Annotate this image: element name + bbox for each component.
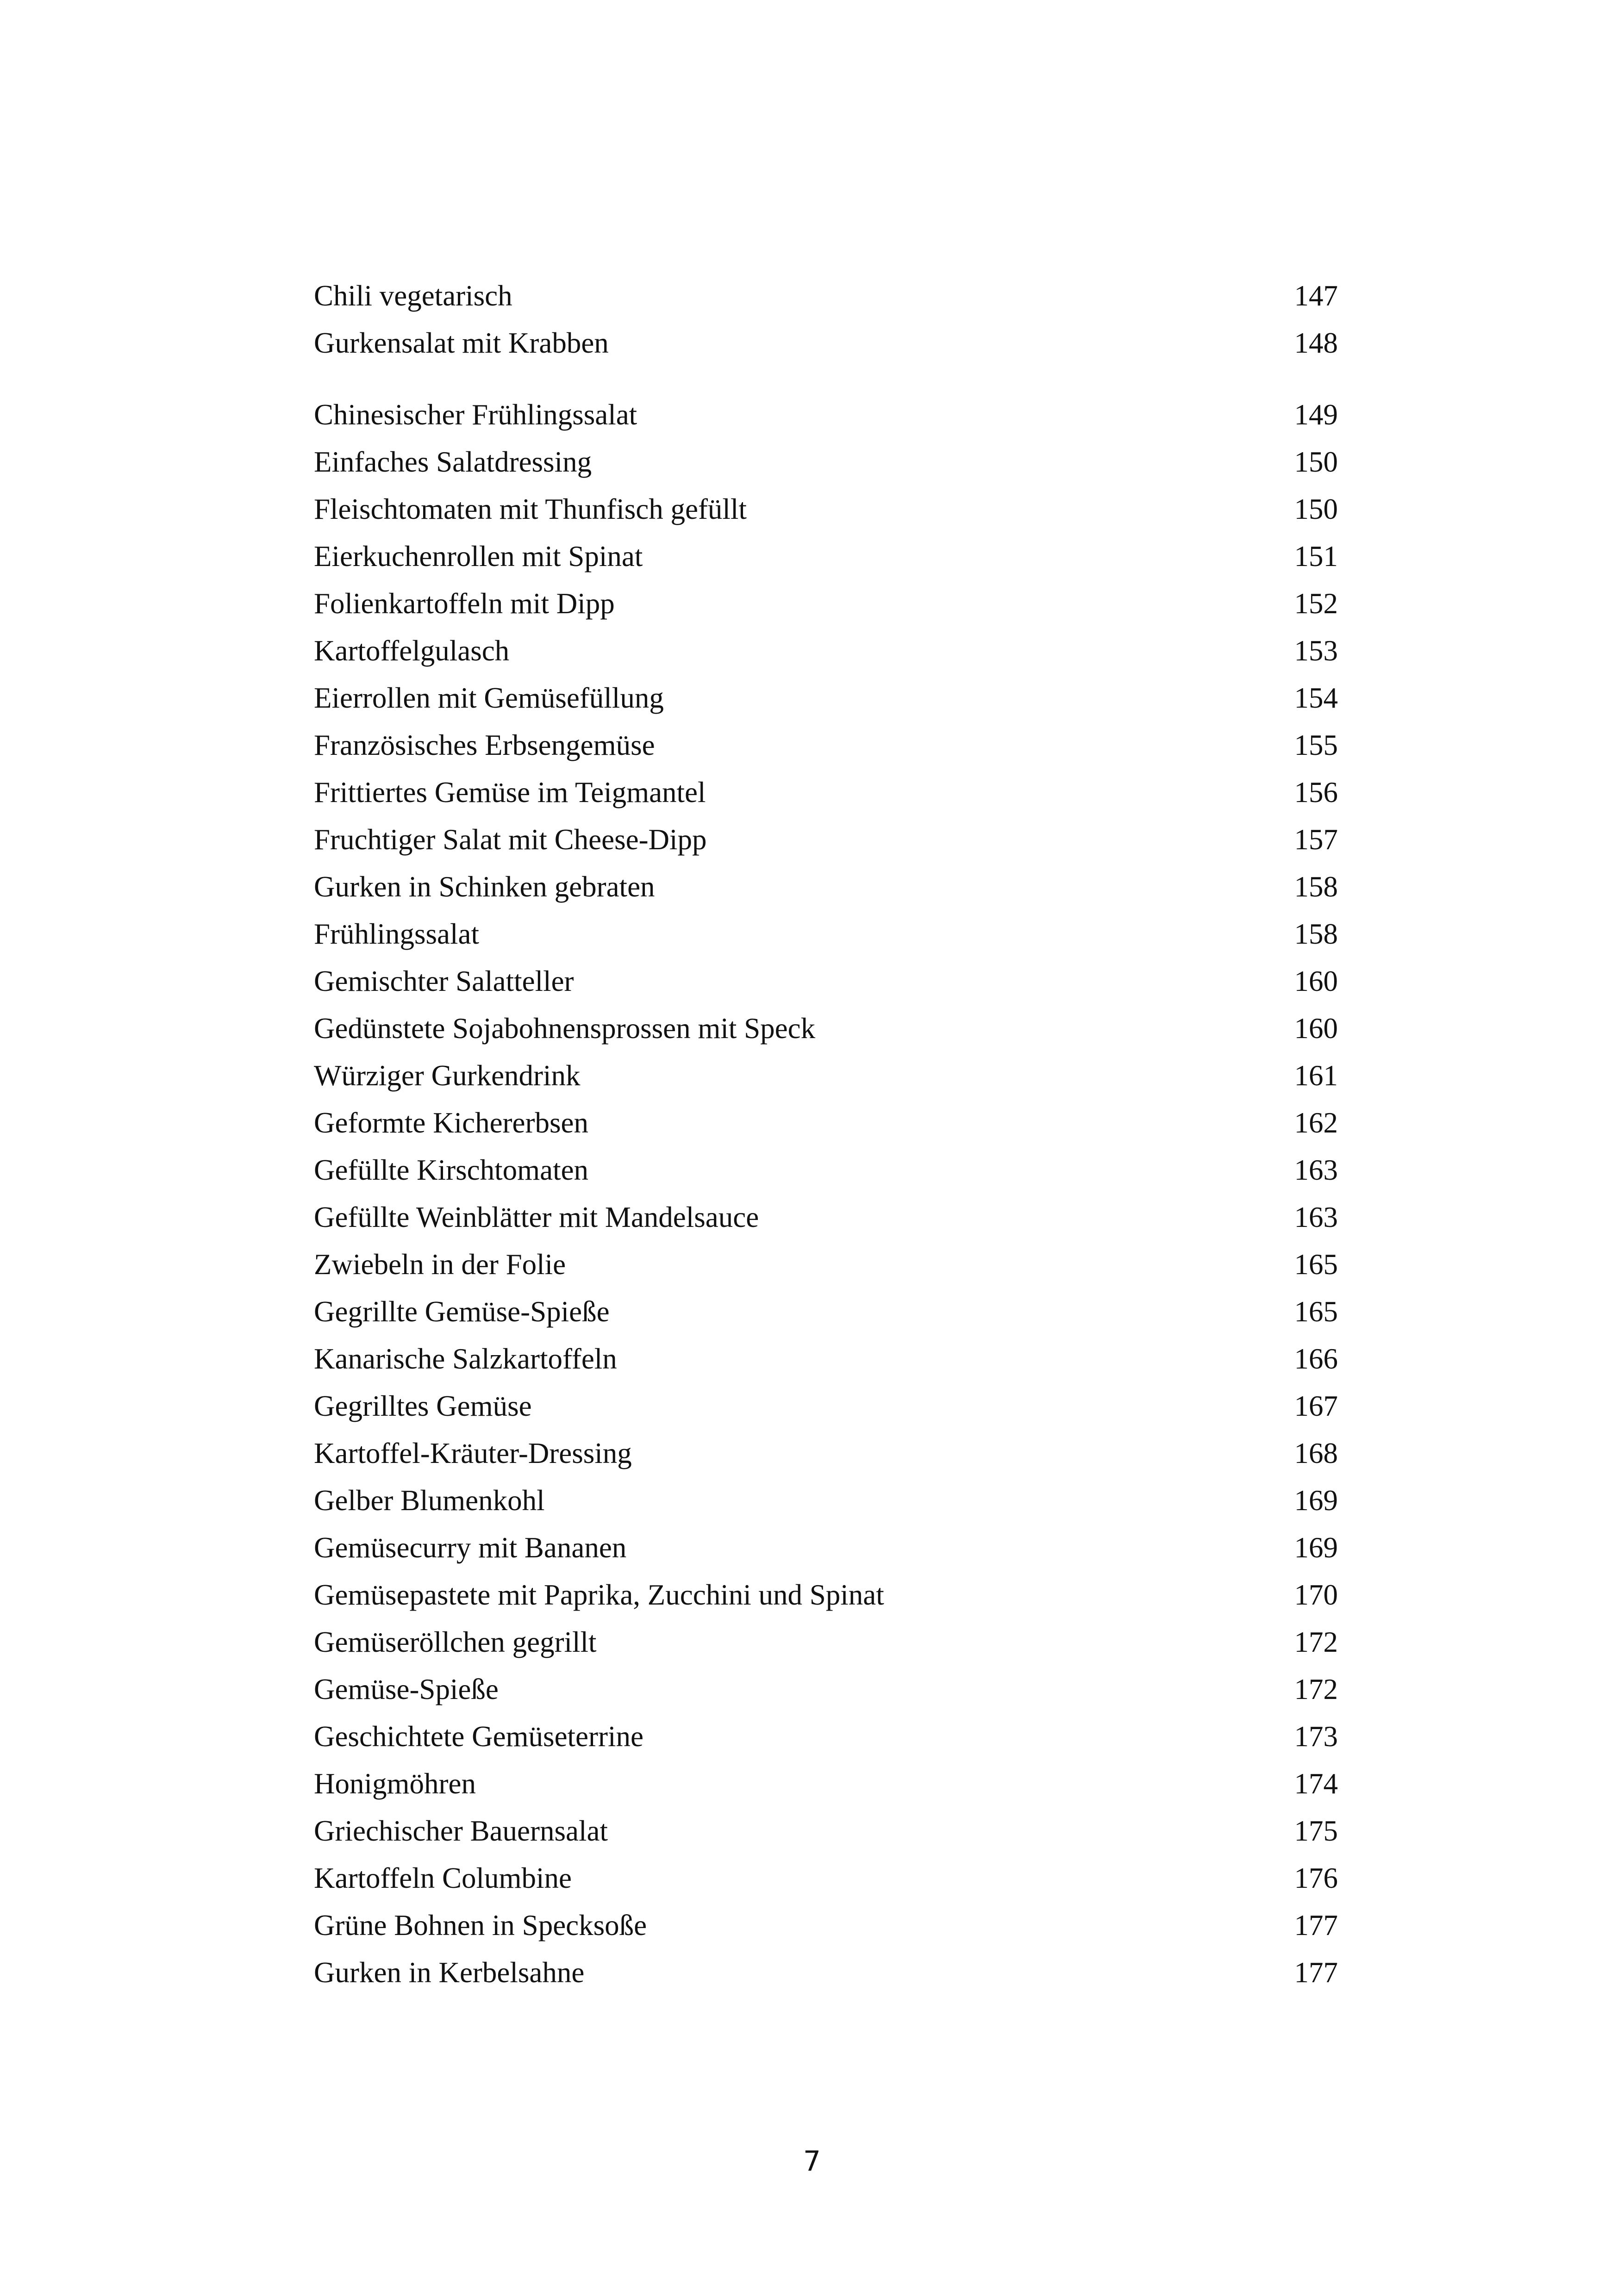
toc-entry-title: Folienkartoffeln mit Dipp	[314, 587, 615, 620]
toc-entry-page: 153	[1294, 635, 1338, 667]
toc-entry-title: Gemüsecurry mit Bananen	[314, 1531, 627, 1564]
toc-entry-page: 165	[1294, 1248, 1338, 1281]
toc-entry	[314, 1099, 1338, 1146]
toc-entry	[314, 816, 1338, 863]
toc-entry	[314, 1902, 1338, 1949]
toc-entry-title: Würziger Gurkendrink	[314, 1059, 581, 1092]
toc-entry-page: 162	[1294, 1107, 1338, 1139]
toc-entry-page: 173	[1294, 1720, 1338, 1753]
toc-entry-title: Gegrillte Gemüse-Spieße	[314, 1295, 610, 1328]
toc-entry-title: Griechischer Bauernsalat	[314, 1815, 608, 1847]
toc-entry-title: Chinesischer Frühlingssalat	[314, 398, 637, 431]
page-number: 7	[803, 2145, 821, 2178]
toc-entry	[314, 485, 1338, 533]
toc-entry-title: Einfaches Salatdressing	[314, 446, 592, 478]
toc-entry	[314, 391, 1338, 438]
toc-entry-page: 150	[1294, 493, 1338, 525]
toc-entry-title: Gegrilltes Gemüse	[314, 1390, 532, 1422]
toc-entry	[314, 1524, 1338, 1571]
toc-entry	[314, 1335, 1338, 1382]
toc-entry-page: 165	[1294, 1295, 1338, 1328]
toc-entry-page: 149	[1294, 398, 1338, 431]
toc-entry	[314, 627, 1338, 674]
toc-entry	[314, 272, 1338, 319]
toc-entry-title: Honigmöhren	[314, 1767, 476, 1800]
toc-entry-title: Gefüllte Kirschtomaten	[314, 1154, 589, 1186]
toc-entry-title: Fruchtiger Salat mit Cheese-Dipp	[314, 823, 707, 856]
toc-entry	[314, 438, 1338, 485]
toc-entry	[314, 1949, 1338, 1996]
toc-entry-title: Kanarische Salzkartoffeln	[314, 1343, 617, 1375]
toc-entry	[314, 1288, 1338, 1335]
toc-entry-page: 176	[1294, 1862, 1338, 1894]
toc-entry	[314, 580, 1338, 627]
toc-entry-page: 177	[1294, 1956, 1338, 1989]
toc-entry-page: 169	[1294, 1531, 1338, 1564]
toc-entry-page: 174	[1294, 1767, 1338, 1800]
toc-entry-page: 160	[1294, 1012, 1338, 1045]
toc-entry-title: Gemüse-Spieße	[314, 1673, 499, 1705]
toc-entry-page: 156	[1294, 776, 1338, 809]
toc-entry	[314, 1005, 1338, 1052]
toc-entry-title: Gemüsepastete mit Paprika, Zucchini und Spinat	[314, 1579, 884, 1611]
toc-entry-title: Gefüllte Weinblätter mit Mandelsauce	[314, 1201, 759, 1233]
toc-entry	[314, 863, 1338, 910]
toc-entry	[314, 533, 1338, 580]
toc-entry-title: Grüne Bohnen in Specksoße	[314, 1909, 647, 1941]
toc-entry-page: 157	[1294, 823, 1338, 856]
toc-entry	[314, 1430, 1338, 1477]
toc-entry	[314, 1571, 1338, 1618]
toc-entry-page: 152	[1294, 587, 1338, 620]
toc-entry	[314, 1146, 1338, 1194]
toc-entry-title: Chili vegetarisch	[314, 280, 512, 312]
toc-entry-title: Eierrollen mit Gemüsefüllung	[314, 682, 664, 714]
toc-entry	[314, 674, 1338, 722]
toc-entry	[314, 1194, 1338, 1241]
toc-entry-page: 148	[1294, 327, 1338, 359]
toc-entry-page: 154	[1294, 682, 1338, 714]
toc-entry-page: 158	[1294, 871, 1338, 903]
toc-entry-page: 167	[1294, 1390, 1338, 1422]
toc-entry-page: 170	[1294, 1579, 1338, 1611]
toc-entry-title: Zwiebeln in der Folie	[314, 1248, 566, 1281]
toc-entry	[314, 1666, 1338, 1713]
toc-entry-title: Gedünstete Sojabohnensprossen mit Speck	[314, 1012, 816, 1045]
toc-entry	[314, 1713, 1338, 1760]
toc-entry	[314, 1052, 1338, 1099]
toc-entry-page: 151	[1294, 540, 1338, 572]
toc-entry-title: Kartoffeln Columbine	[314, 1862, 572, 1894]
toc-entry	[314, 1760, 1338, 1807]
toc-entry-page: 168	[1294, 1437, 1338, 1469]
toc-entry-page: 175	[1294, 1815, 1338, 1847]
toc-entry	[314, 319, 1338, 367]
toc-entry-page: 150	[1294, 446, 1338, 478]
toc-entry-title: Kartoffel-Kräuter-Dressing	[314, 1437, 632, 1469]
toc-entry-page: 161	[1294, 1059, 1338, 1092]
toc-entry-title: Gurkensalat mit Krabben	[314, 327, 609, 359]
toc-entry	[314, 1618, 1338, 1666]
toc-entry-page: 163	[1294, 1154, 1338, 1186]
toc-entry	[314, 958, 1338, 1005]
toc-entry-page: 172	[1294, 1626, 1338, 1658]
toc-entry-title: Geformte Kichererbsen	[314, 1107, 588, 1139]
toc-entry-title: Fleischtomaten mit Thunfisch gefüllt	[314, 493, 747, 525]
toc-entry-title: Geschichtete Gemüseterrine	[314, 1720, 643, 1753]
toc-entry-page: 147	[1294, 280, 1338, 312]
toc-entry-title: Eierkuchenrollen mit Spinat	[314, 540, 643, 572]
toc-entry-title: Gurken in Schinken gebraten	[314, 871, 655, 903]
toc-entry-page: 155	[1294, 729, 1338, 761]
toc-entry	[314, 1477, 1338, 1524]
toc-entry-page: 172	[1294, 1673, 1338, 1705]
toc-entry-page: 169	[1294, 1484, 1338, 1517]
toc-entry-page: 158	[1294, 918, 1338, 950]
toc-entry-page: 160	[1294, 965, 1338, 997]
toc-entry-title: Französisches Erbsengemüse	[314, 729, 655, 761]
toc-entry	[314, 769, 1338, 816]
table-of-contents	[314, 272, 1338, 1996]
toc-entry-title: Frittiertes Gemüse im Teigmantel	[314, 776, 706, 809]
toc-entry	[314, 1241, 1338, 1288]
toc-entry-title: Kartoffelgulasch	[314, 635, 510, 667]
toc-entry-page: 166	[1294, 1343, 1338, 1375]
toc-entry	[314, 910, 1338, 958]
toc-entry	[314, 1854, 1338, 1902]
toc-entry	[314, 722, 1338, 769]
toc-entry-title: Gelber Blumenkohl	[314, 1484, 545, 1517]
toc-entry	[314, 1382, 1338, 1430]
toc-entry	[314, 1807, 1338, 1854]
toc-entry-title: Frühlingssalat	[314, 918, 479, 950]
toc-entry-title: Gemüseröllchen gegrillt	[314, 1626, 597, 1658]
toc-entry-page: 163	[1294, 1201, 1338, 1233]
toc-entry-title: Gurken in Kerbelsahne	[314, 1956, 585, 1989]
toc-entry-title: Gemischter Salatteller	[314, 965, 574, 997]
toc-entry-page: 177	[1294, 1909, 1338, 1941]
